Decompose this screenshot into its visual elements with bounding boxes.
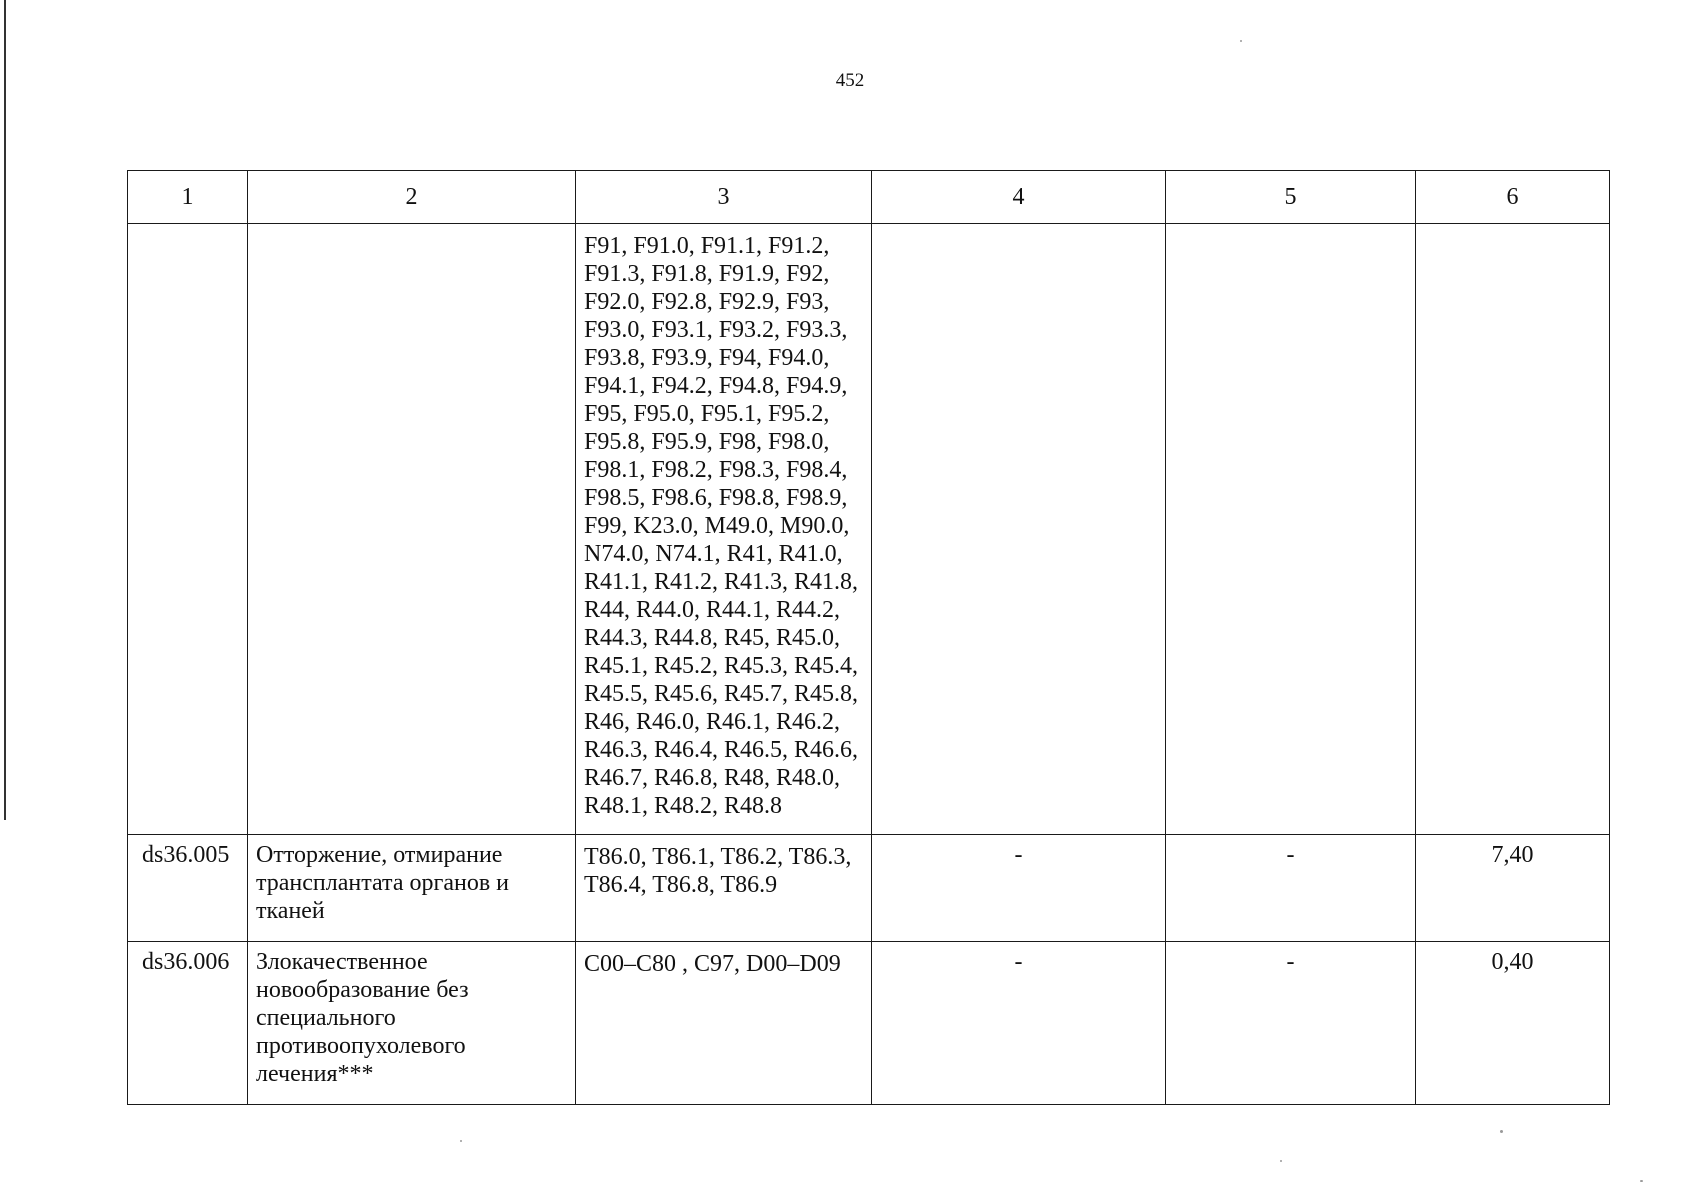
scan-speck [1280,1160,1282,1162]
header-cell: 1 [128,171,248,224]
coefficient-cell: 0,40 [1416,942,1610,1105]
col4-cell: - [872,835,1166,942]
header-cell: 6 [1416,171,1610,224]
scan-speck [1640,1180,1643,1182]
table-row [128,942,1610,1105]
table-row [128,835,1610,942]
scan-speck [1500,1130,1503,1133]
tariff-table [127,170,1610,1105]
icd-codes-cell: F91, F91.0, F91.1, F91.2, F91.3, F91.8, F91.9, F92, F92.0, F92.8, F92.9, F93, F93.0, F93.1, F93.2, F93.3, F93.8, F93.9, F94, F94.0, F94.1, F94.2, F94.8, F94.9, F95, F95.0, F95.1, F95.2, F95.8, F95.9, F98, F98.0, F98.1, F98.2, F98.3, F98.4, F98.5, F98.6, F98.8, F98.9, F99, K23.0, M49.0, M90.0, N74.0, N74.1, R41, R41.0, R41.1, R41.2, R41.3, R41.8, R44, R44.0, R44.1, R44.2, R44.3, R44.8, R45, R45.0, R45.1, R45.2, R45.3, R45.4, R45.5, R45.6, R45.7, R45.8, R46, R46.0, R46.1, R46.2, R46.3, R46.4, R46.5, R46.6, R46.7, R46.8, R48, R48.0, R48.1, R48.2, R48.8 [576,224,872,835]
col5-cell: - [1166,835,1416,942]
scan-edge-line [4,0,6,820]
scan-speck [460,1140,462,1142]
coefficient-cell [1416,224,1610,835]
header-cell: 5 [1166,171,1416,224]
group-name-cell: Злокачественное новообразование без специального противоопухолевого лечения*** [248,942,576,1105]
page-number: 452 [835,70,865,91]
col5-cell: - [1166,942,1416,1105]
group-code-cell: ds36.005 [128,835,248,942]
col5-cell [1166,224,1416,835]
table-header-row [128,171,1610,224]
icd-codes-cell: C00–C80 , C97, D00–D09 [576,942,872,1105]
header-cell: 4 [872,171,1166,224]
group-name-cell [248,224,576,835]
col4-cell [872,224,1166,835]
group-name-cell: Отторжение, отмирание трансплантата органов и тканей [248,835,576,942]
coefficient-cell: 7,40 [1416,835,1610,942]
table-row [128,224,1610,835]
group-code-cell [128,224,248,835]
group-code-cell: ds36.006 [128,942,248,1105]
col4-cell: - [872,942,1166,1105]
icd-codes-cell: T86.0, T86.1, T86.2, T86.3, T86.4, T86.8, T86.9 [576,835,872,942]
scan-speck [1240,40,1242,42]
header-cell: 2 [248,171,576,224]
header-cell: 3 [576,171,872,224]
